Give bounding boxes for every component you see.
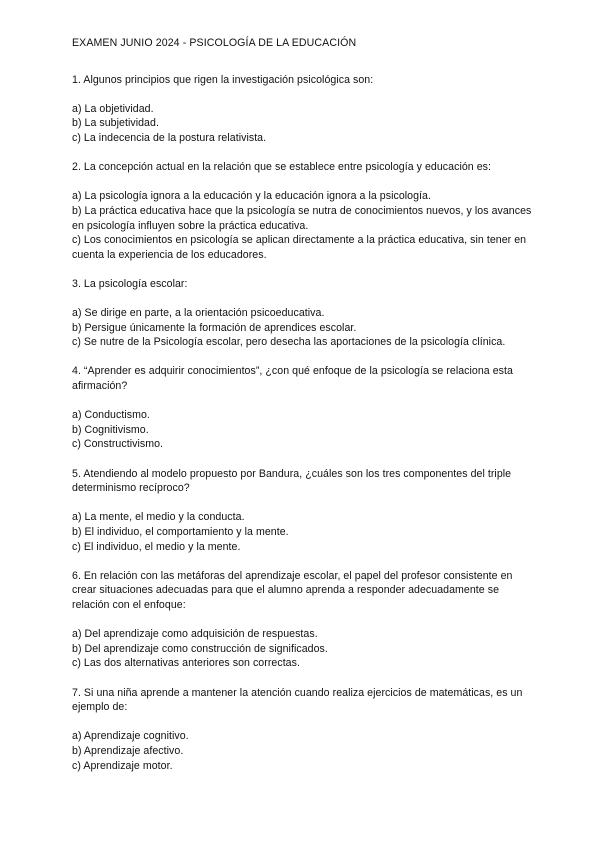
answer-option-b: b) Aprendizaje afectivo. — [72, 744, 184, 757]
answer-option-b: b) El individuo, el comportamiento y la mente. — [72, 526, 289, 538]
question-5 — [72, 467, 532, 555]
answer-option-b: b) Del aprendizaje como construcción de significados. — [72, 642, 328, 655]
answer-option-c: c) Constructivismo. — [72, 438, 164, 451]
answer-option-c: c) Las dos alternativas anteriores son correctas. — [72, 657, 300, 670]
answer-options — [72, 189, 532, 262]
exam-page — [72, 36, 532, 788]
answer-option-c: c) Los conocimientos en psicología se aplican directamente a la práctica educativa, sin tener en cuenta la experiencia de los educadores. — [72, 234, 527, 261]
answer-option-a: a) Conductismo. — [72, 409, 150, 422]
answer-options — [72, 306, 532, 350]
question-text: 7. Si una niña aprende a mantener la atención cuando realiza ejercicios de matemáticas, es un ejemplo de: — [72, 686, 523, 714]
question-2 — [72, 160, 532, 262]
question-4 — [72, 364, 532, 452]
answer-option-c: c) Se nutre de la Psicología escolar, pero desecha las aportaciones de la psicología clínica. — [72, 336, 506, 349]
answer-option-b: b) Persigue únicamente la formación de aprendices escolar. — [72, 321, 357, 334]
answer-option-a: a) Aprendizaje cognitivo. — [72, 730, 189, 743]
question-text: 6. En relación con las metáforas del aprendizaje escolar, el papel del profesor consistente en crear situaciones adecuadas para que el alumno aprenda a responder adecuadamente se relación con el enfoque: — [72, 569, 513, 611]
question-3 — [72, 277, 532, 350]
answer-option-a: a) La objetividad. — [72, 102, 154, 115]
answer-option-c: c) El individuo, el medio y la mente. — [72, 540, 241, 553]
answer-options — [72, 510, 532, 554]
question-text: 5. Atendiendo al modelo propuesto por Bandura, ¿cuáles son los tres componentes del triple determinismo recíproco? — [72, 467, 512, 495]
question-6 — [72, 569, 532, 671]
answer-option-b: b) Cognitivismo. — [72, 423, 149, 436]
answer-option-a: a) La psicología ignora a la educación y la educación ignora a la psicología. — [72, 190, 431, 203]
answer-options — [72, 627, 532, 671]
answer-options — [72, 408, 532, 452]
answer-option-b: b) La subjetividad. — [72, 117, 159, 130]
answer-option-b: b) La práctica educativa hace que la psicología se nutra de conocimientos nuevos, y los avances en psicología influyen sobre la práctica educativa. — [72, 204, 532, 232]
question-text: 1. Algunos principios que rigen la investigación psicológica son: — [72, 73, 374, 86]
answer-option-a: a) Del aprendizaje como adquisición de respuestas. — [72, 628, 318, 641]
question-7 — [72, 686, 532, 774]
question-text: 4. “Aprender es adquirir conocimientos”, ¿con qué enfoque de la psicología se relaciona esta afirmación? — [72, 365, 513, 393]
answer-options — [72, 729, 532, 773]
exam-title: EXAMEN JUNIO 2024 - PSICOLOGÍA DE LA EDUCACIÓN — [72, 37, 357, 49]
answer-options — [72, 102, 532, 146]
answer-option-a: a) Se dirige en parte, a la orientación psicoeducativa. — [72, 307, 325, 320]
answer-option-a: a) La mente, el medio y la conducta. — [72, 511, 245, 524]
question-text: 2. La concepción actual en la relación que se establece entre psicología y educación es: — [72, 161, 492, 174]
answer-option-c: c) Aprendizaje motor. — [72, 759, 173, 772]
question-1 — [72, 73, 532, 146]
answer-option-c: c) La indecencia de la postura relativista. — [72, 131, 267, 144]
question-text: 3. La psicología escolar: — [72, 277, 188, 290]
